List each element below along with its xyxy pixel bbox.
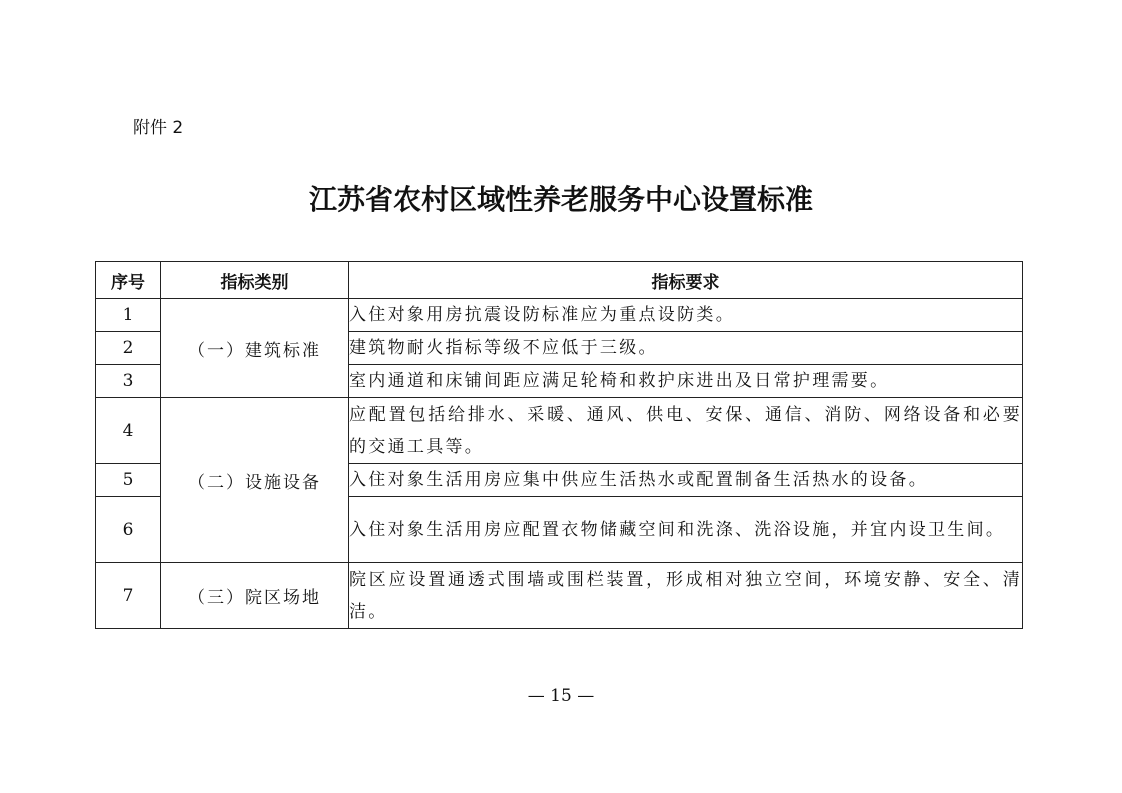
page-number: — 15 — (527, 686, 595, 706)
header-no: 序号 (96, 262, 161, 299)
table-row (96, 299, 1023, 332)
standards-table (95, 261, 1023, 629)
attachment-label: 附件 2 (133, 118, 184, 138)
header-requirement: 指标要求 (349, 262, 1023, 299)
requirement-cell: 入住对象生活用房应集中供应生活热水或配置制备生活热水的设备。 (349, 464, 1023, 497)
category-cell: （三）院区场地 (161, 563, 349, 629)
row-number: 3 (96, 365, 161, 398)
row-number: 6 (96, 497, 161, 563)
row-number: 7 (96, 563, 161, 629)
row-number: 4 (96, 398, 161, 464)
category-cell: （一）建筑标准 (161, 299, 349, 398)
requirement-cell: 入住对象生活用房应配置衣物储藏空间和洗涤、洗浴设施，并宜内设卫生间。 (349, 497, 1023, 563)
header-category: 指标类别 (161, 262, 349, 299)
requirement-cell: 入住对象用房抗震设防标准应为重点设防类。 (349, 299, 1023, 332)
requirement-cell: 院区应设置通透式围墙或围栏装置，形成相对独立空间，环境安静、安全、清洁。 (349, 563, 1023, 629)
category-cell: （二）设施设备 (161, 398, 349, 563)
table-header-row (96, 262, 1023, 299)
requirement-cell: 应配置包括给排水、采暖、通风、供电、安保、通信、消防、网络设备和必要的交通工具等。 (349, 398, 1023, 464)
requirement-cell: 室内通道和床铺间距应满足轮椅和救护床进出及日常护理需要。 (349, 365, 1023, 398)
row-number: 2 (96, 332, 161, 365)
document-title: 江苏省农村区域性养老服务中心设置标准 (308, 183, 813, 216)
row-number: 1 (96, 299, 161, 332)
table-row (96, 398, 1023, 464)
table-row (96, 563, 1023, 629)
row-number: 5 (96, 464, 161, 497)
requirement-cell: 建筑物耐火指标等级不应低于三级。 (349, 332, 1023, 365)
